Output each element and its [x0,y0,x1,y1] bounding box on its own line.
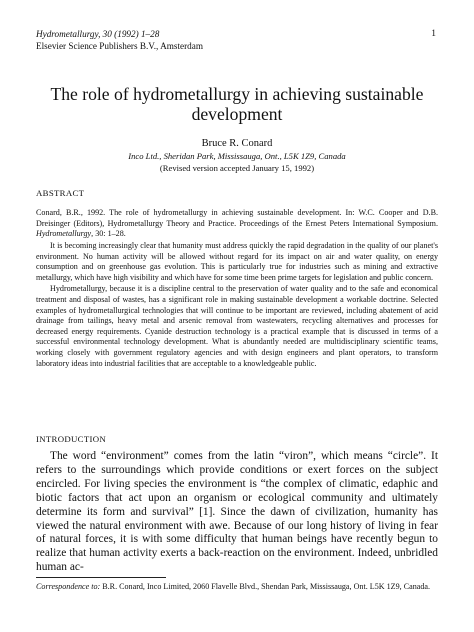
abstract-paragraph: Hydrometallurgy, because it is a discipline central to the preservation of water quality and to the safe and economical treatment and disposal of wastes, has a significant role in making sustainable development a workable doctrine. Selected examples of hydrometallurgical technologies that will continue to be important are reviewed, including abatement of acid drainage from tailings, heavy metal and arsenic removal from wastewaters, recycling alternatives and processes for decreased energy requirements. Cyanide destruction technology is a practical example that is discussed in terms of a successful environmental technology development. What is abundantly needed are multidisciplinary scientific teams, working closely with government regulatory agencies and with design engineers and plant operators, to transform laboratory ideas into industrial facilities that are acceptable to a knowledgeable public. [36,284,438,368]
correspondence-footnote [36,582,438,593]
revision-note: (Revised version accepted January 15, 1992) [159,163,315,173]
abstract-citation [36,208,438,240]
abstract-heading: ABSTRACT [36,188,85,198]
introduction-text: The word “environment” comes from the latin “viron”, which means “circle”. It refers to the surroundings which provide conditions or exert forces on the subject encircled. For living species the environment is “the complex of climatic, edaphic and biotic factors that act upon an organism or ecological community and ultimately determine its form and survival” [1]. Since the dawn of civilization, humanity has viewed the natural environment with awe. Because of our long history of living in fear of natural forces, it is with some difficulty that human beings have recently begun to realize that human activity exerts a back-reaction on the environment. Indeed, unbridled human ac- [36,450,438,574]
page-number: 1 [431,29,436,39]
abstract-paragraph: It is becoming increasingly clear that humanity must address quickly the rapid degradation in the quality of our planet's environment. No human activity will be allowed without regard for its impact on air and water quality, on energy consumption and on greenhouse gas evolution. This is particularly true for industries such as mining and extractive metallurgy, which have high visibility and which have for some time been prime targets for legislation and public concern. [36,241,438,282]
article-title: The role of hydrometallurgy in achieving sustainable development [50,84,424,124]
author-name: Bruce R. Conard [201,138,273,149]
journal-citation: Hydrometallurgy, 30 (1992) 1–28 [36,29,160,39]
citation-journal: Hydrometallurgy [36,229,92,239]
citation-volume: , 30: 1–28. [91,229,126,239]
introduction-heading: INTRODUCTION [36,434,107,444]
footnote-label: Correspondence to: [36,582,101,591]
running-header [36,28,203,52]
author-affiliation: Inco Ltd., Sheridan Park, Mississauga, Ont., L5K 1Z9, Canada [128,151,346,161]
publisher-line: Elsevier Science Publishers B.V., Amsterdam [36,41,203,51]
footnote-text: B.R. Conard, Inco Limited, 2060 Flavelle Blvd., Shendan Park, Mississauga, Ont. L5K 1Z9, Canada. [100,582,430,591]
abstract-body [36,241,438,370]
footnote-rule [36,577,166,578]
citation-text: Conard, B.R., 1992. The role of hydrometallurgy in achieving sustainable development. In: W.C. Cooper and D.B. Dreisinger (Editors), Hydrometallurgy Theory and Practice. Proceedings of the Ernest Peters International Symposium. [36,208,438,228]
